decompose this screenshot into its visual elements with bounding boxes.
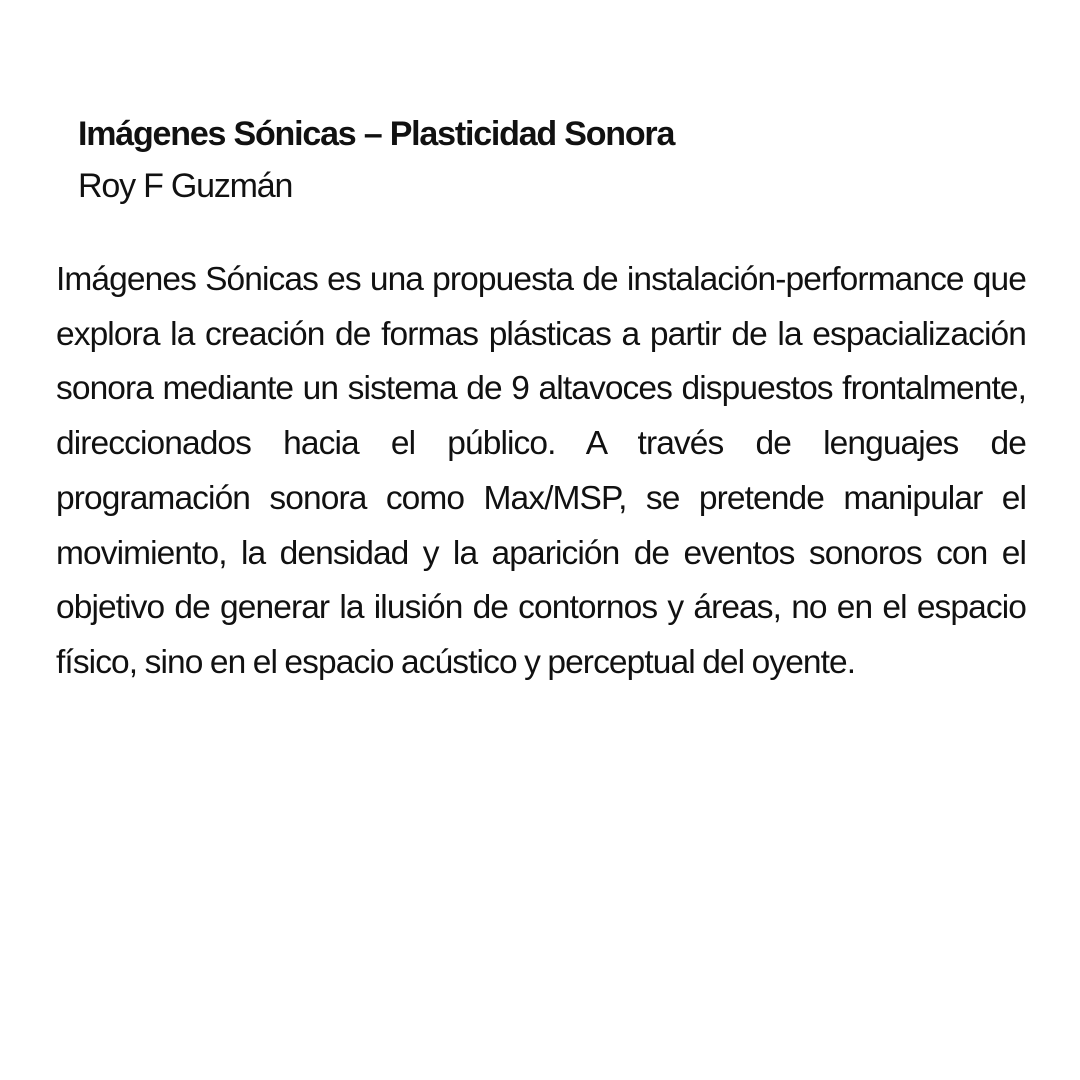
document-body: Imágenes Sónicas es una propuesta de instalación-performance que explora la creación de formas plásticas a partir de la espacialización sonora mediante un sistema de 9 altavoces dispuestos frontalmente, direccionados hacia el público. A través de lenguajes de programación sonora como Max/MSP, se pretende manipular el movimiento, la densidad y la aparición de eventos sonoros con el objetivo de generar la ilusión de contornos y áreas, no en el espacio físico, sino en el espacio acústico y perceptual del oyente. (56, 261, 1026, 681)
document-author: Roy F Guzmán (78, 167, 293, 205)
document-title: Imágenes Sónicas – Plasticidad Sonora (78, 115, 675, 153)
document-header (78, 108, 1018, 212)
